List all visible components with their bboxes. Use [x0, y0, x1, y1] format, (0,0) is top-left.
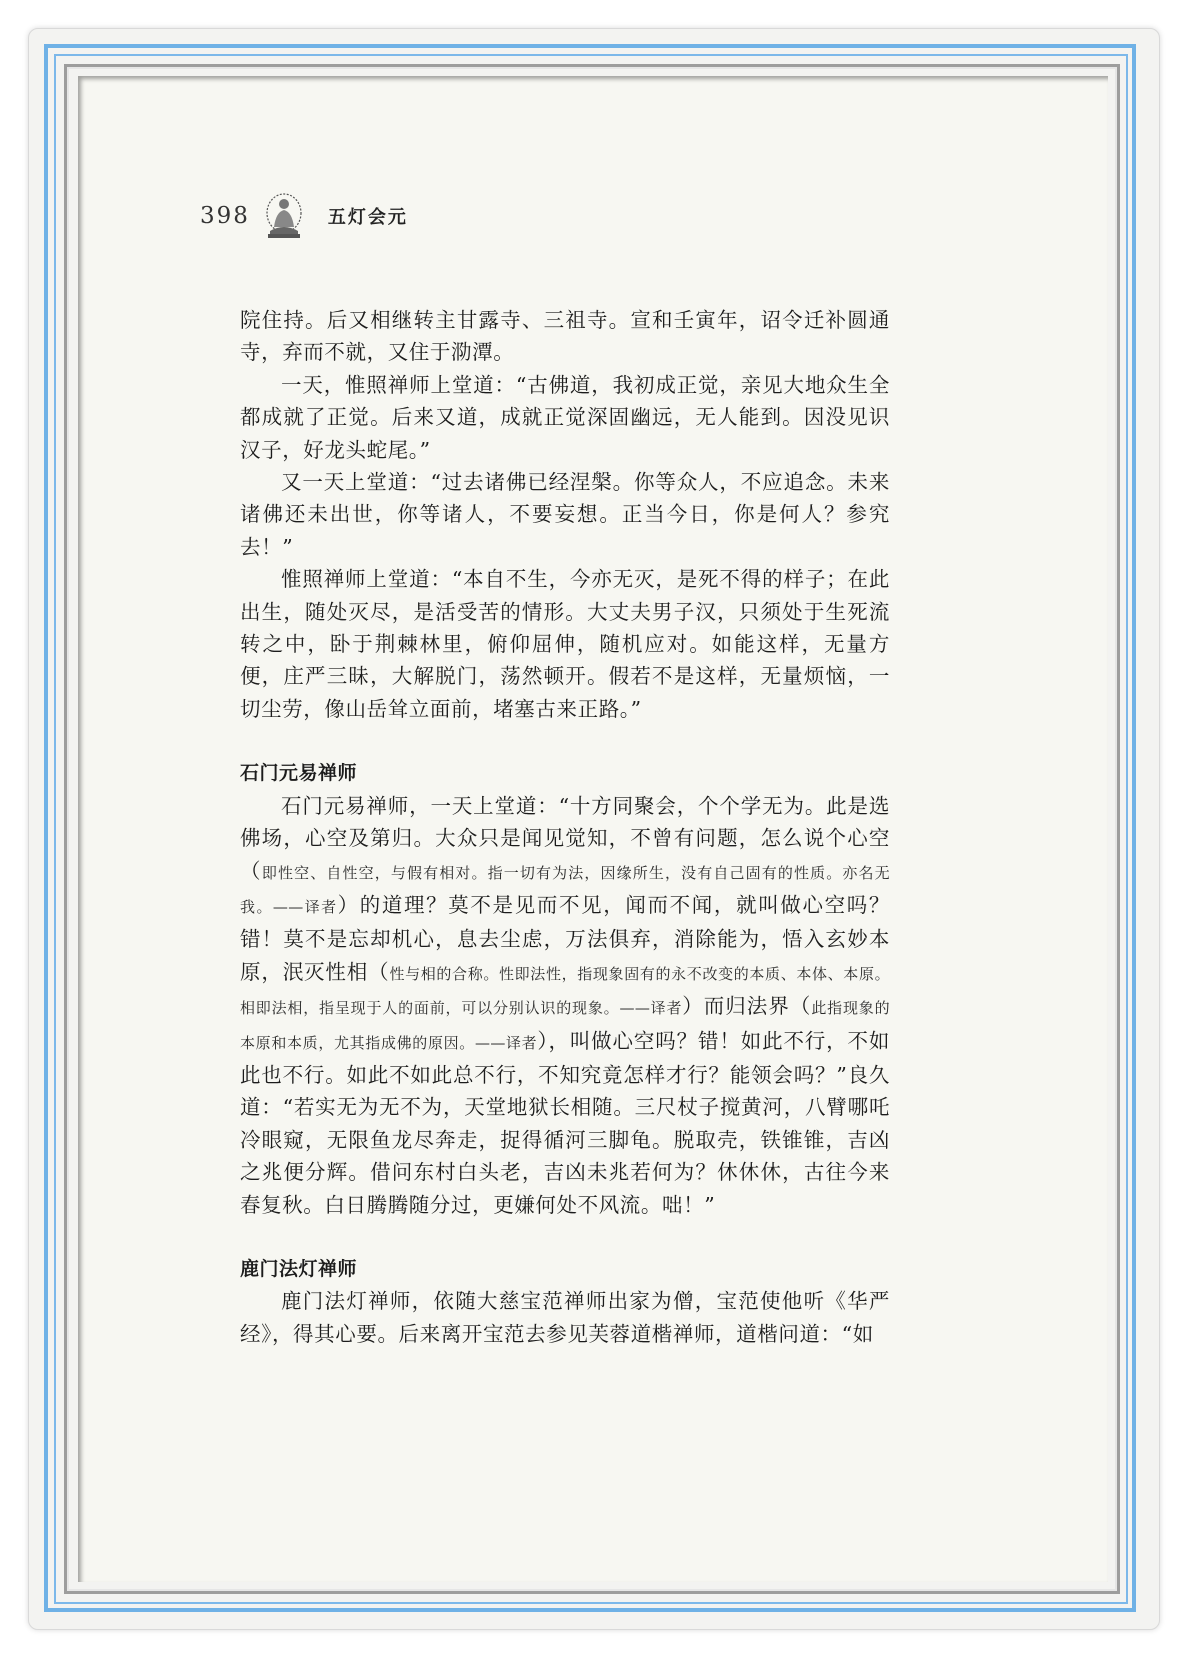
page-number: 398 — [200, 203, 250, 229]
paragraph-lumen: 鹿门法灯禅师，依随大慈宝范禅师出家为僧，宝范使他听《华严经》，得其心要。后来离开宝范去参见芙蓉道楷禅师，道楷问道：“如 — [240, 1289, 890, 1346]
paragraph: 惟照禅师上堂道：“本自不生，今亦无灭，是死不得的样子；在此出生，随处灭尽，是活受苦的情形。大丈夫男子汉，只须处于生死流转之中，卧于荆棘林里，俯仰屈伸，随机应对。如能这样，无量方便，庄严三昧，大解脱门，荡然顿开。假若不是这样，无量烦恼，一切尘劳，像山岳耸立面前，堵塞古来正路。” — [240, 567, 890, 721]
text-run: ），叫做心空吗？错！如此不行，不如此也不行。如此不如此总不行，不知究竟怎样才行？能领会吗？”良久道：“若实无为无不为，天堂地狱长相随。三尺杖子搅黄河，八臂哪吒冷眼窥，无限鱼龙尽奔走，捉得循河三脚龟。脱取壳，铁锥锥，吉凶之兆便分辉。借问东村白头老，吉凶未兆若何为？休休休，古往今来春复秋。白日腾腾随分过，更嫌何处不风流。咄！” — [240, 1028, 890, 1217]
paragraph-shimen — [240, 790, 890, 1221]
translator-note: 即性空、自性空，与假有相对。指一切有为法，因缘所生，没有自己固有的性质。亦名无我。——译者 — [240, 863, 890, 916]
section-heading-lumen: 鹿门法灯禅师 — [240, 1257, 358, 1280]
paragraph: 一天，惟照禅师上堂道：“古佛道，我初成正觉，亲见大地众生全都成就了正觉。后来又道，成就正觉深固幽远，无人能到。因没见识汉子，好龙头蛇尾。” — [240, 372, 890, 462]
book-title: 五灯会元 — [327, 207, 408, 228]
translator-note: 性与相的合称。性即法性，指现象固有的永不改变的本质、本体、本原。相即法相，指呈现于人的面前，可以分别认识的现象。——译者 — [240, 964, 890, 1018]
text-run: ）的道理？莫不是见而不见，闻而不闻，就叫做心空吗？错！莫不是忘却机心，息去尘虑，万法俱弃，消除能为，悟入玄妙本原，泯灭性相（ — [240, 892, 890, 984]
text-run: ）而归法界（ — [682, 994, 812, 1019]
paragraph: 又一天上堂道：“过去诸佛已经涅槃。你等众人，不应追念。未来诸佛还未出世，你等诸人，不要妄想。正当今日，你是何人？参究去！” — [240, 470, 890, 559]
buddha-figure-icon — [262, 193, 306, 239]
translator-note: 此指现象的本原和本质，尤其指成佛的原因。——译者 — [240, 999, 890, 1052]
body-text — [240, 304, 890, 1350]
text-run: 石门元易禅师，一天上堂道：“十方同聚会，个个学无为。此是选佛场，心空及第归。大众只是闻见觉知，不曾有问题，怎么说个心空（ — [240, 793, 890, 883]
page-header — [200, 196, 408, 236]
paragraph-continued: 院住持。后又相继转主甘露寺、三祖寺。宣和壬寅年，诏令迁补圆通寺，弃而不就，又住于泐潭。 — [240, 308, 890, 365]
section-heading-shimen: 石门元易禅师 — [240, 762, 358, 785]
